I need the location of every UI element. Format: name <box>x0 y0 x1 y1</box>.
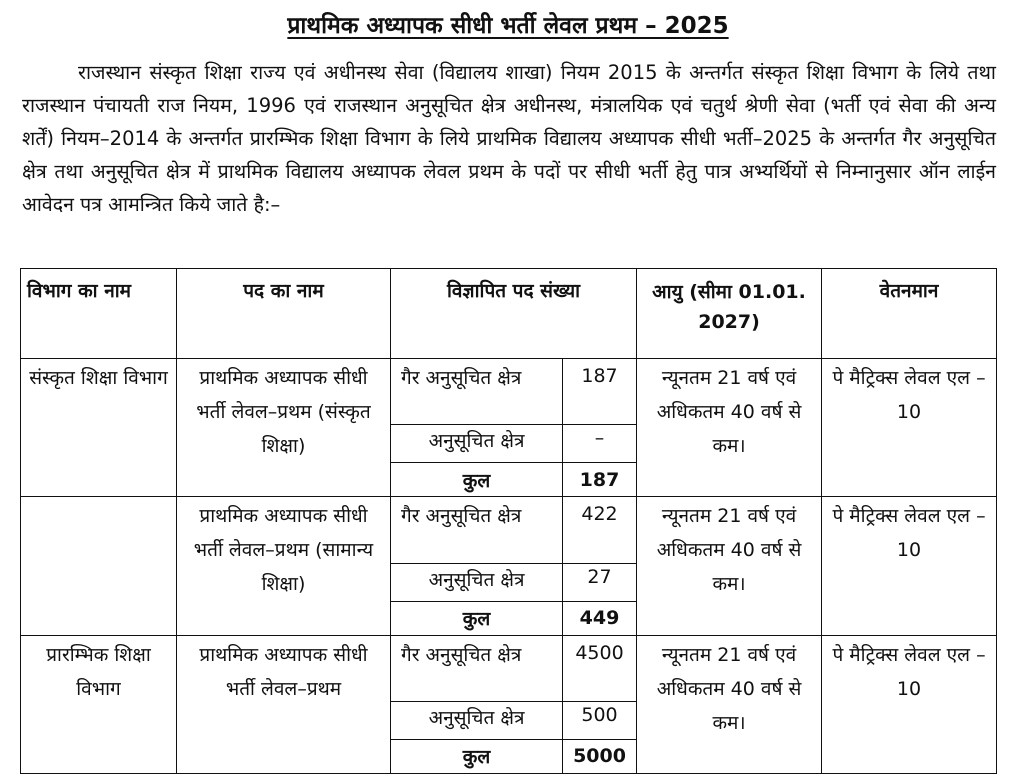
total-count: 449 <box>563 601 637 635</box>
scheduled-count: 500 <box>563 701 637 739</box>
pay-cell: पे मैट्रिक्स लेवल एल – 10 <box>822 635 997 773</box>
post-cell: प्राथमिक अध्यापक सीधी भर्ती लेवल–प्रथम (संस्कृत शिक्षा) <box>177 359 391 497</box>
post-cell: प्राथमिक अध्यापक सीधी भर्ती लेवल–प्रथम <box>177 635 391 773</box>
non-scheduled-label: गैर अनुसूचित क्षेत्र <box>391 497 563 563</box>
scheduled-label: अनुसूचित क्षेत्र <box>391 563 563 601</box>
header-post: पद का नाम <box>177 269 391 359</box>
pay-cell: पे मैट्रिक्स लेवल एल – 10 <box>822 359 997 497</box>
header-vacancies: विज्ञापित पद संख्या <box>391 269 637 359</box>
total-label: कुल <box>391 601 563 635</box>
department-cell: प्रारम्भिक शिक्षा विभाग <box>21 635 177 773</box>
scheduled-label: अनुसूचित क्षेत्र <box>391 425 563 463</box>
table-header-row <box>21 269 997 359</box>
non-scheduled-count: 4500 <box>563 635 637 701</box>
table-row <box>21 497 997 563</box>
non-scheduled-label: गैर अनुसूचित क्षेत्र <box>391 635 563 701</box>
age-cell: न्यूनतम 21 वर्ष एवं अधिकतम 40 वर्ष से कम। <box>637 635 822 773</box>
total-label: कुल <box>391 739 563 773</box>
total-count: 187 <box>563 463 637 497</box>
age-cell: न्यूनतम 21 वर्ष एवं अधिकतम 40 वर्ष से कम। <box>637 497 822 635</box>
scheduled-count: – <box>563 425 637 463</box>
title-text: प्राथमिक अध्यापक सीधी भर्ती लेवल प्रथम – 2025 <box>287 13 729 39</box>
pay-cell: पे मैट्रिक्स लेवल एल – 10 <box>822 497 997 635</box>
vacancy-table <box>20 268 997 774</box>
age-cell: न्यूनतम 21 वर्ष एवं अधिकतम 40 वर्ष से कम। <box>637 359 822 497</box>
scheduled-count: 27 <box>563 563 637 601</box>
total-count: 5000 <box>563 739 637 773</box>
table-row <box>21 635 997 701</box>
page-title <box>0 8 1016 40</box>
header-age: आयु (सीमा 01.01. 2027) <box>637 269 822 359</box>
post-cell: प्राथमिक अध्यापक सीधी भर्ती लेवल–प्रथम (सामान्य शिक्षा) <box>177 497 391 635</box>
department-cell: संस्कृत शिक्षा विभाग <box>21 359 177 497</box>
non-scheduled-count: 187 <box>563 359 637 425</box>
total-label: कुल <box>391 463 563 497</box>
scheduled-label: अनुसूचित क्षेत्र <box>391 701 563 739</box>
header-department: विभाग का नाम <box>21 269 177 359</box>
non-scheduled-count: 422 <box>563 497 637 563</box>
table-row <box>21 359 997 425</box>
header-pay: वेतनमान <box>822 269 997 359</box>
intro-paragraph: राजस्थान संस्कृत शिक्षा राज्य एवं अधीनस्थ सेवा (विद्यालय शाखा) नियम 2015 के अन्तर्गत संस्कृत शिक्षा विभाग के लिये तथा राजस्थान पंचायती राज नियम, 1996 एवं राजस्थान अनुसूचित क्षेत्र अधीनस्थ, मंत्रालयिक एवं चतुर्थ श्रेणी सेवा (भर्ती एवं सेवा की अन्य शर्तें) नियम–2014 के अन्तर्गत प्रारम्भिक शिक्षा विभाग के लिये प्राथमिक विद्यालय अध्यापक सीधी भर्ती–2025 के अन्तर्गत गैर अनुसूचित क्षेत्र तथा अनुसूचित क्षेत्र में प्राथमिक विद्यालय अध्यापक लेवल प्रथम के पदों पर सीधी भर्ती हेतु पात्र अभ्यर्थियों से निम्नानुसार ऑन लाईन आवेदन पत्र आमन्त्रित किये जाते है:– <box>22 61 996 216</box>
non-scheduled-label: गैर अनुसूचित क्षेत्र <box>391 359 563 425</box>
department-cell <box>21 497 177 635</box>
